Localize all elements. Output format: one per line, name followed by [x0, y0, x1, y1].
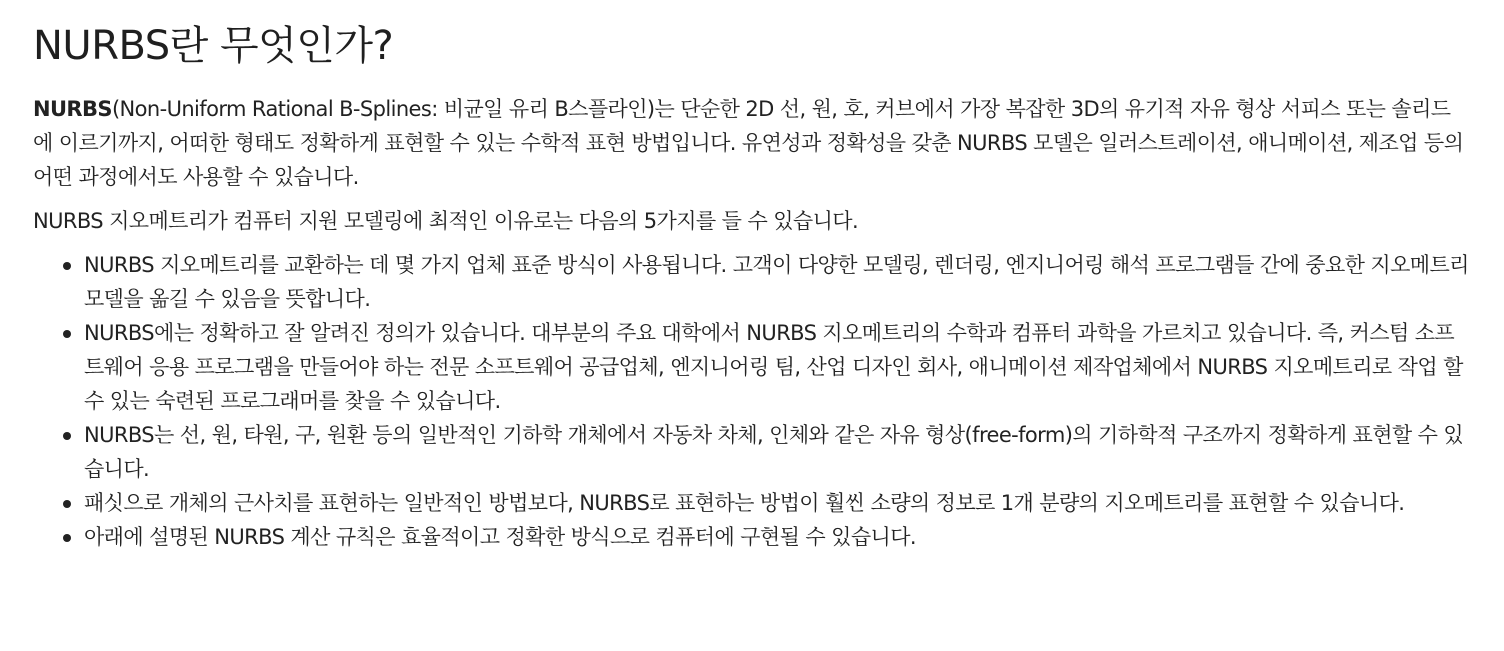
list-item-text: NURBS에는 정확하고 잘 알려진 정의가 있습니다. 대부분의 주요 대학에서 NURBS 지오메트리의 수학과 컴퓨터 과학을 가르치고 있습니다. 즉, 커스텀 소프트웨어 응용 프로그램을 만들어야 하는 전문 소프트웨어 공급업체, 엔지니어링 팀, 산업 디자인 회사, 애니메이션 제작업체에서 NURBS 지오메트리로 작업 할 수 있는 숙련된 프로그래머를 찾을 수 있습니다. [84, 321, 1463, 413]
intro-lead-term: NURBS [33, 97, 112, 121]
bullet-icon [63, 500, 71, 508]
bullet-icon [63, 534, 71, 542]
bullet-icon [63, 432, 71, 440]
list-item [84, 486, 1470, 520]
page-title: NURBS란 무엇인가? [33, 23, 394, 69]
reasons-list [33, 248, 1470, 554]
intro-paragraph [33, 92, 1470, 194]
bullet-icon [63, 262, 71, 270]
intro-text: (Non-Uniform Rational B-Splines: 비균일 유리 B스플라인)는 단순한 2D 선, 원, 호, 커브에서 가장 복잡한 3D의 유기적 자유 형상 서피스 또는 솔리드에 이르기까지, 어떠한 형태도 정확하게 표현할 수 있는 수학적 표현 방법입니다. 유연성과 정확성을 갖춘 NURBS 모델은 일러스트레이션, 애니메이션, 제조업 등의 어떤 과정에서도 사용할 수 있습니다. [33, 97, 1464, 189]
bullet-icon [63, 330, 71, 338]
list-item-text: NURBS는 선, 원, 타원, 구, 원환 등의 일반적인 기하학 개체에서 자동차 차체, 인체와 같은 자유 형상(free-form)의 기하학적 구조까지 정확하게 표현할 수 있습니다. [84, 423, 1464, 481]
list-item [84, 418, 1470, 486]
list-item-text: 패싯으로 개체의 근사치를 표현하는 일반적인 방법보다, NURBS로 표현하는 방법이 훨씬 소량의 정보로 1개 분량의 지오메트리를 표현할 수 있습니다. [84, 491, 1405, 515]
list-item [84, 248, 1470, 316]
reasons-intro-paragraph: NURBS 지오메트리가 컴퓨터 지원 모델링에 최적인 이유로는 다음의 5가지를 들 수 있습니다. [33, 209, 859, 233]
list-item-text: NURBS 지오메트리를 교환하는 데 몇 가지 업체 표준 방식이 사용됩니다. 고객이 다양한 모델링, 렌더링, 엔지니어링 해석 프로그램들 간에 중요한 지오메트리 모델을 옮길 수 있음을 뜻합니다. [84, 253, 1469, 311]
list-item [84, 520, 1470, 554]
list-item [84, 316, 1470, 418]
list-item-text: 아래에 설명된 NURBS 계산 규칙은 효율적이고 정확한 방식으로 컴퓨터에 구현될 수 있습니다. [84, 525, 916, 549]
